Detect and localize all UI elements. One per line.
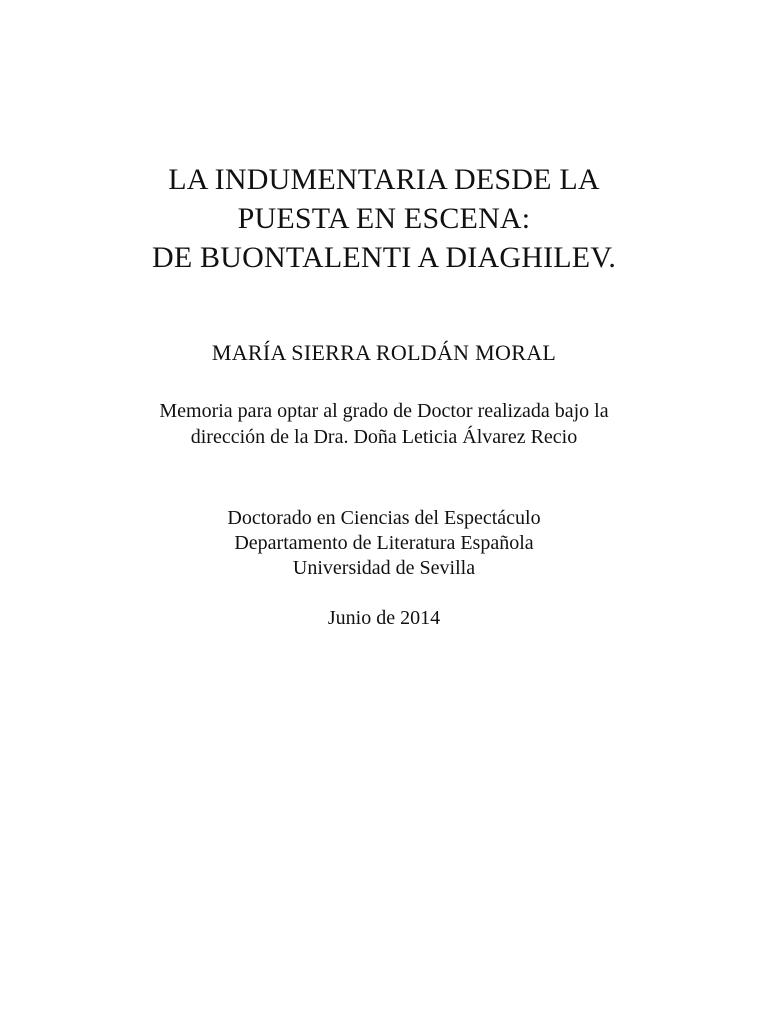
title-line-1: LA INDUMENTARIA DESDE LA [168,163,600,196]
thesis-statement-line-1: Memoria para optar al grado de Doctor realizada bajo la [159,400,609,422]
author-name: MARÍA SIERRA ROLDÁN MORAL [211,340,557,365]
title-line-3: DE BUONTALENTI A DIAGHILEV. [151,241,617,274]
submission-date: Junio de 2014 [327,607,441,629]
institution-info [0,506,768,581]
thesis-statement-line-2: dirección de la Dra. Doña Leticia Álvarez Recio [190,426,578,448]
thesis-title [0,160,768,277]
department: Departamento de Literatura Española [234,532,534,554]
title-line-2: PUESTA EN ESCENA: [237,202,531,235]
thesis-statement [0,398,768,450]
doctoral-program: Doctorado en Ciencias del Espectáculo [227,507,541,529]
university: Universidad de Sevilla [292,557,476,579]
